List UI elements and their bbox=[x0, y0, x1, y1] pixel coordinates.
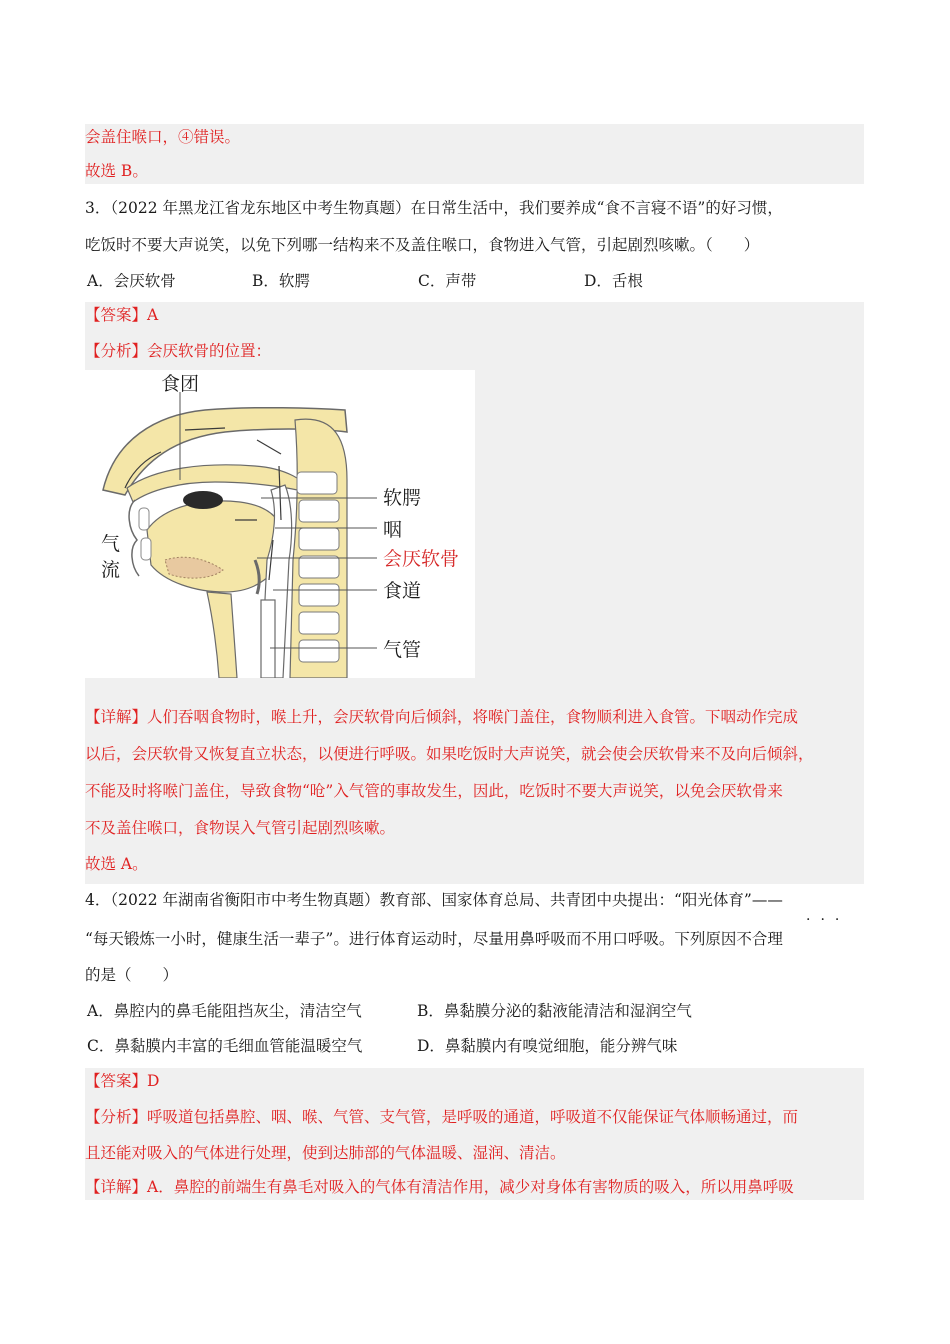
label-trachea: 气管 bbox=[383, 639, 422, 661]
prev-answer-block bbox=[85, 124, 864, 184]
q4-option-b: B．鼻黏膜分泌的黏液能清洁和湿润空气 bbox=[417, 1002, 692, 1020]
label-epiglottis: 会厌软骨 bbox=[383, 548, 460, 570]
q4-analysis-line1: 【分析】呼吸道包括鼻腔、咽、喉、气管、支气管，是呼吸的通道，呼吸道不仅能保证气体顺畅通过，而 bbox=[85, 1108, 799, 1126]
q4-option-d: D．鼻黏膜内有嗅觉细胞，能分辨气味 bbox=[417, 1037, 678, 1055]
vertebrae bbox=[297, 472, 339, 662]
q4-detail-start: 【详解】A．鼻腔的前端生有鼻毛对吸入的气体有清洁作用，减少对身体有害物质的吸入，所以用鼻呼吸 bbox=[85, 1178, 794, 1196]
label-esophagus: 食道 bbox=[383, 580, 422, 602]
label-food-bolus: 食团 bbox=[161, 373, 200, 395]
q3-stem-line2: 吃饭时不要大声说笑，以免下列哪一结构来不及盖住喉口，食物进入气管，引起剧烈咳嗽。（ ） bbox=[85, 236, 760, 254]
q3-detail-line1: 【详解】人们吞咽食物时，喉上升，会厌软骨向后倾斜，将喉门盖住，食物顺利进入食管。下咽动作完成 bbox=[85, 708, 799, 726]
q3-conclusion: 故选 A。 bbox=[85, 855, 148, 873]
label-pharynx: 咽 bbox=[383, 519, 403, 541]
q4-answer-block bbox=[85, 1068, 864, 1200]
label-airflow-2: 流 bbox=[101, 559, 121, 581]
q4-stem-line3: 的是（ ） bbox=[85, 966, 179, 984]
q4-emphasis-dots: ··· bbox=[806, 912, 850, 928]
q3-answer-block bbox=[85, 302, 864, 884]
tongue-shape bbox=[147, 501, 283, 592]
throat-diagram bbox=[85, 370, 475, 678]
trachea-shape bbox=[261, 600, 275, 678]
q4-analysis-line2: 且还能对吸入的气体进行处理，使到达肺部的气体温暖、湿润、清洁。 bbox=[85, 1144, 566, 1162]
q4-option-a: A．鼻腔内的鼻毛能阻挡灰尘，清洁空气 bbox=[87, 1002, 362, 1020]
q3-analysis: 【分析】会厌软骨的位置： bbox=[85, 342, 272, 360]
q3-detail-line4: 不及盖住喉口，食物误入气管引起剧烈咳嗽。 bbox=[85, 819, 396, 837]
prev-detail-line: 会盖住喉口，④错误。 bbox=[85, 128, 241, 146]
q3-answer: 【答案】A bbox=[85, 306, 159, 324]
q4-stem-line1: 4．（2022 年湖南省衡阳市中考生物真题）教育部、国家体育总局、共青团中央提出：“阳光体育”—— bbox=[85, 891, 783, 909]
lower-teeth-shape bbox=[141, 538, 151, 560]
q3-detail-line3: 不能及时将喉门盖住，导致食物“呛”入气管的事故发生，因此，吃饭时不要大声说笑，以免会厌软骨来 bbox=[85, 782, 783, 800]
q3-option-c: C．声带 bbox=[418, 272, 477, 290]
label-soft-palate: 软腭 bbox=[383, 487, 422, 509]
q3-option-d: D．舌根 bbox=[584, 272, 643, 290]
q3-detail-line2: 以后，会厌软骨又恢复直立状态，以便进行呼吸。如果吃饭时大声说笑，就会使会厌软骨来不及向后倾斜， bbox=[85, 745, 814, 763]
q3-option-b: B．软腭 bbox=[252, 272, 310, 290]
label-airflow-1: 气 bbox=[101, 533, 121, 555]
q3-stem-line1: 3．（2022 年黑龙江省龙东地区中考生物真题）在日常生活中，我们要养成“食不言寝不语”的好习惯， bbox=[85, 199, 783, 217]
q4-stem-line2: “每天锻炼一小时，健康生活一辈子”。进行体育运动时，尽量用鼻呼吸而不用口呼吸。下列原因不合理 bbox=[85, 930, 783, 948]
q3-option-a: A．会厌软骨 bbox=[87, 272, 176, 290]
prev-conclusion: 故选 B。 bbox=[85, 162, 148, 180]
q4-option-c: C．鼻黏膜内丰富的毛细血管能温暖空气 bbox=[87, 1037, 363, 1055]
upper-teeth-shape bbox=[139, 508, 149, 530]
q4-answer: 【答案】D bbox=[85, 1072, 160, 1090]
food-bolus-shape bbox=[183, 491, 223, 509]
